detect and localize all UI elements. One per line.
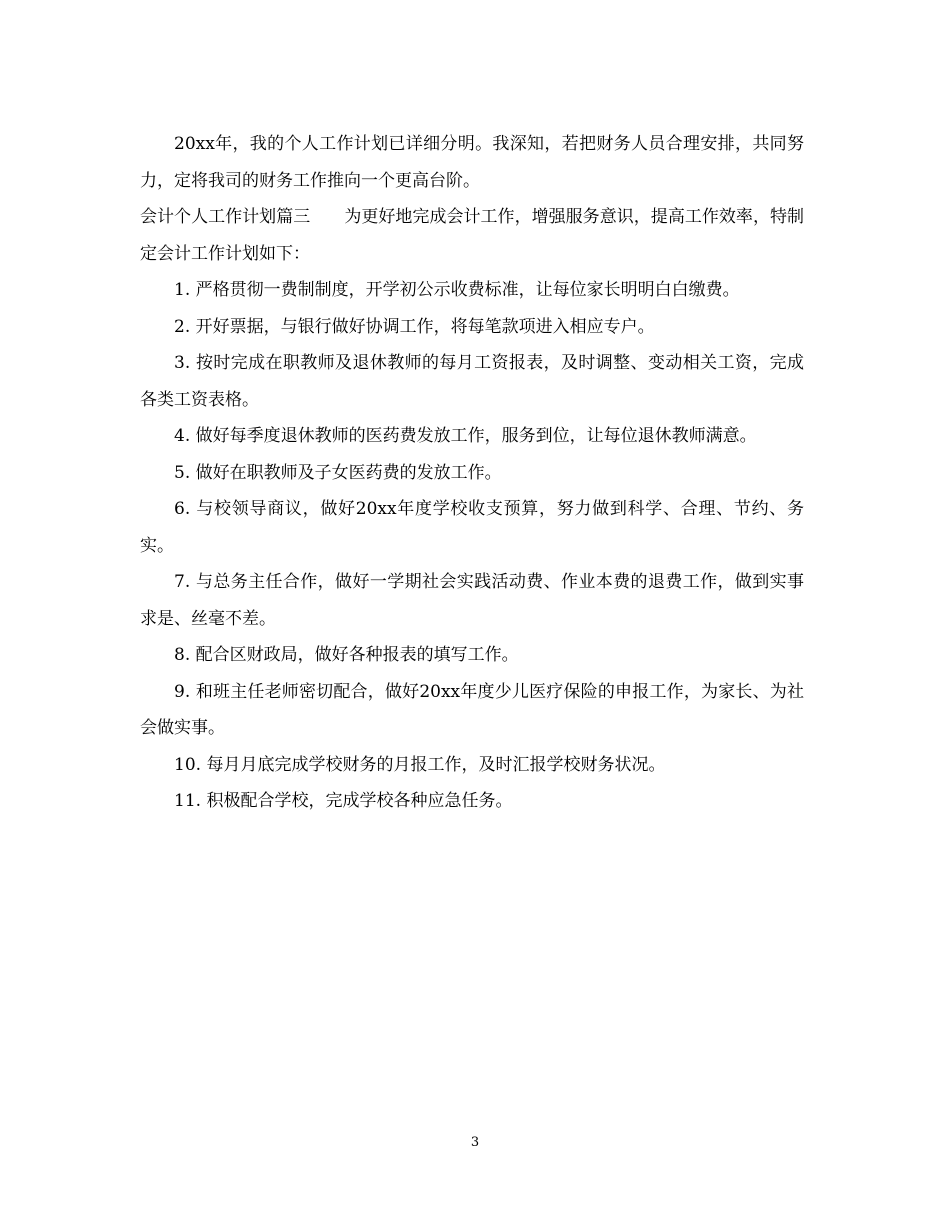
list-item-6: 6. 与校领导商议，做好20xx年度学校收支预算，努力做到科学、合理、节约、务实。 [140, 499, 804, 556]
document-body [140, 126, 804, 820]
paragraph-section-heading: 会计个人工作计划篇三 为更好地完成会计工作，增强服务意识，提高工作效率，特制定会计工作计划如下： [140, 207, 804, 264]
list-item-8: 8. 配合区财政局，做好各种报表的填写工作。 [174, 645, 519, 665]
list-item-3: 3. 按时完成在职教师及退休教师的每月工资报表，及时调整、变动相关工资，完成各类工资表格。 [140, 353, 804, 410]
list-item-11: 11. 积极配合学校，完成学校各种应急任务。 [174, 791, 513, 811]
list-item-9: 9. 和班主任老师密切配合，做好20xx年度少儿医疗保险的申报工作，为家长、为社会做实事。 [140, 681, 804, 738]
list-item-5: 5. 做好在职教师及子女医药费的发放工作。 [174, 462, 502, 483]
list-item-7: 7. 与总务主任合作，做好一学期社会实践活动费、作业本费的退费工作，做到实事求是、丝毫不差。 [140, 572, 804, 629]
list-item-2: 2. 开好票据，与银行做好协调工作，将每笔款项进入相应专户。 [174, 316, 655, 337]
list-item-1: 1. 严格贯彻一费制制度，开学初公示收费标准，让每位家长明明白白缴费。 [174, 280, 740, 300]
list-item-10: 10. 每月月底完成学校财务的月报工作，及时汇报学校财务状况。 [174, 754, 666, 775]
page-number: 3 [470, 1135, 480, 1150]
list-item-4: 4. 做好每季度退休教师的医药费发放工作，服务到位，让每位退休教师满意。 [174, 426, 757, 446]
paragraph-intro: 20xx年，我的个人工作计划已详细分明。我深知，若把财务人员合理安排，共同努力，定将我司的财务工作推向一个更高台阶。 [140, 134, 804, 191]
